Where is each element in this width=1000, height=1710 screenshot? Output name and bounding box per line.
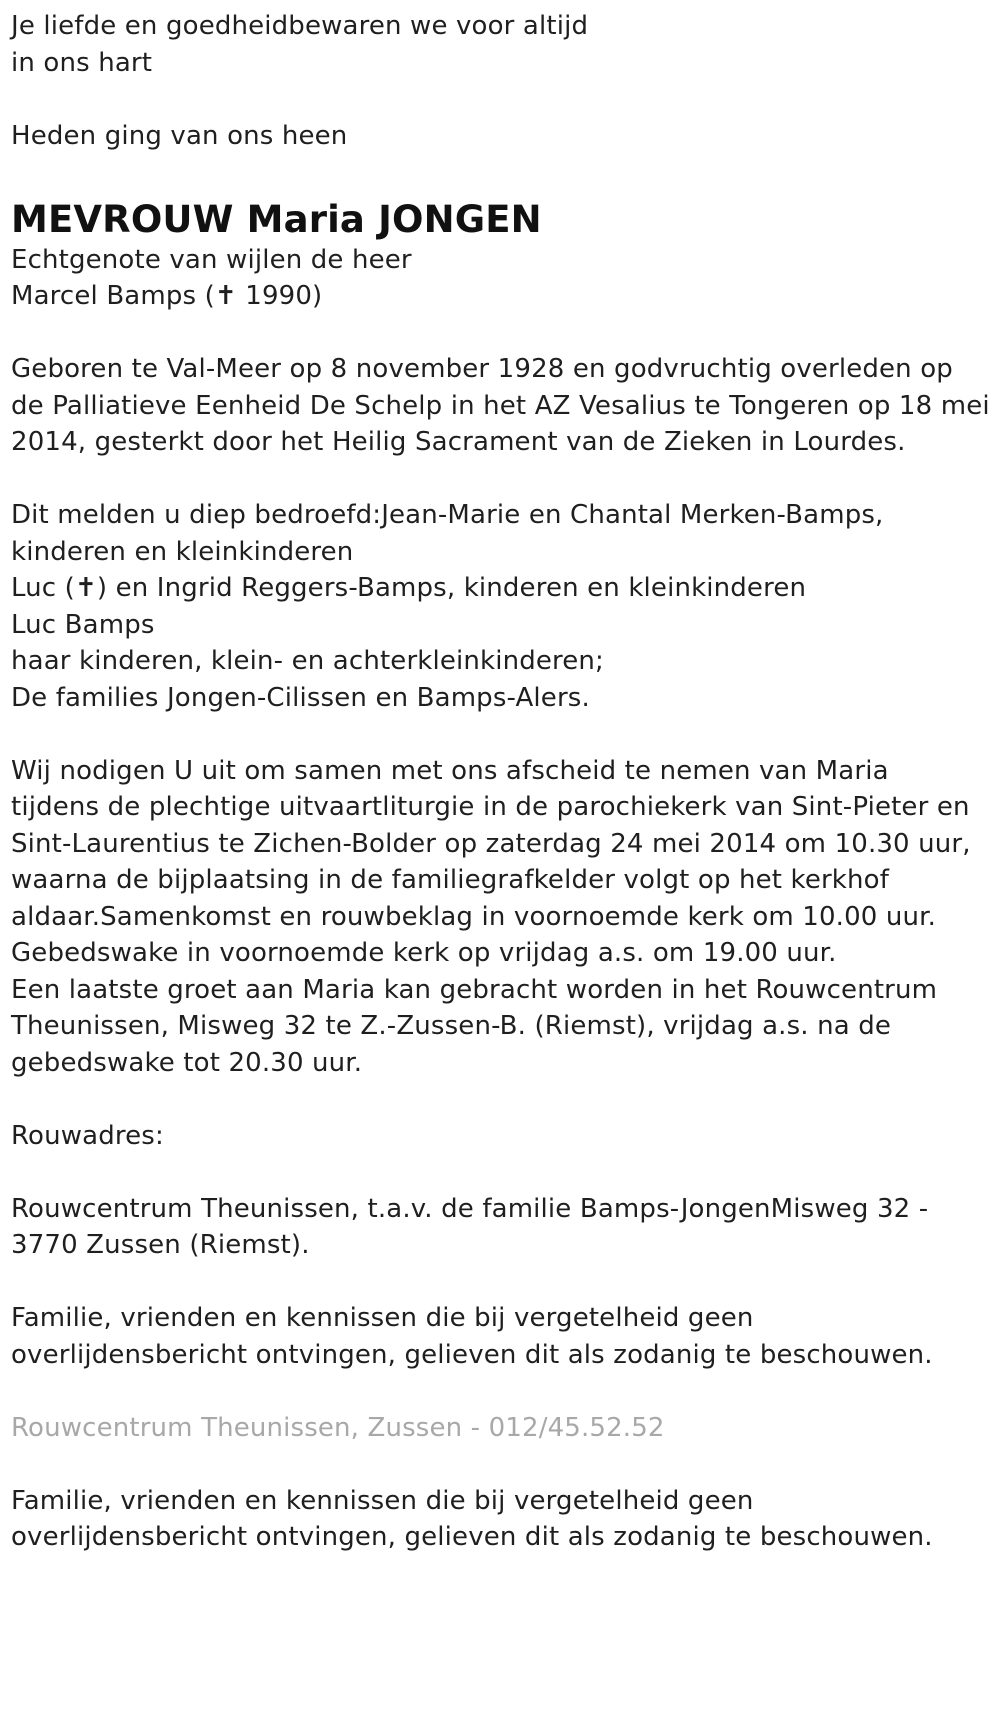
notice-line: Familie, vrienden en kennissen die bij vergetelheid geen: [11, 1303, 754, 1333]
paragraph-line: 2014, gesterkt door het Heilig Sacrament van de Zieken in Lourdes.: [11, 427, 906, 457]
spacer: [11, 1264, 991, 1301]
notice-paragraph: [11, 1300, 991, 1373]
mourners-line: haar kinderen, klein- en achterkleinkinderen;: [11, 646, 604, 676]
funeral-home-credit: Rouwcentrum Theunissen, Zussen - 012/45.52.52: [11, 1412, 665, 1443]
notice-line: overlijdensbericht ontvingen, gelieven dit als zodanig te beschouwen.: [11, 1522, 933, 1552]
spouse-line: Echtgenote van wijlen de heer: [11, 244, 412, 275]
obituary-document: [11, 8, 991, 1556]
notice-line: overlijdensbericht ontvingen, gelieven dit als zodanig te beschouwen.: [11, 1339, 933, 1370]
spacer: [11, 1154, 991, 1191]
spacer: [11, 315, 991, 352]
notice-paragraph-repeat: [11, 1483, 991, 1556]
spouse-line: Marcel Bamps (✝ 1990): [11, 281, 323, 311]
mourners-line: Luc Bamps: [11, 609, 155, 640]
ceremony-line: waarna de bijplaatsing in de familiegrafkelder volgt op het kerkhof: [11, 865, 890, 895]
address-line: 3770 Zussen (Riemst).: [11, 1230, 310, 1260]
address-label: Rouwadres:: [11, 1120, 164, 1151]
spacer: [11, 716, 991, 753]
ceremony-line: Theunissen, Misweg 32 te Z.-Zussen-B. (Riemst), vrijdag a.s. na de: [11, 1011, 892, 1041]
birth-death-paragraph: [11, 351, 991, 461]
ceremony-line: aldaar.Samenkomst en rouwbeklag in voornoemde kerk om 10.00 uur.: [11, 901, 937, 932]
intro-quote: [11, 8, 991, 81]
mourners-line: De families Jongen-Cilissen en Bamps-Alers.: [11, 682, 590, 713]
ceremony-line: Sint-Laurentius te Zichen-Bolder op zaterdag 24 mei 2014 om 10.30 uur,: [11, 828, 971, 859]
spacer: [11, 154, 991, 191]
spacer: [11, 1373, 991, 1410]
address-line: Rouwcentrum Theunissen, t.a.v. de familie Bamps-JongenMisweg 32 -: [11, 1193, 929, 1224]
ceremony-line: Gebedswake in voornoemde kerk op vrijdag a.s. om 19.00 uur.: [11, 938, 837, 968]
ceremony-line: tijdens de plechtige uitvaartliturgie in de parochiekerk van Sint-Pieter en: [11, 792, 970, 822]
intro-line: in ons hart: [11, 47, 153, 78]
spacer: [11, 1446, 991, 1483]
address-block: [11, 1191, 991, 1264]
paragraph-line: de Palliatieve Eenheid De Schelp in het AZ Vesalius te Tongeren op 18 mei: [11, 390, 990, 421]
spacer: [11, 1081, 991, 1118]
mourners-paragraph: [11, 497, 991, 716]
spacer: [11, 461, 991, 498]
intro-line: Je liefde en goedheidbewaren we voor altijd: [11, 11, 589, 41]
paragraph-line: Geboren te Val-Meer op 8 november 1928 en godvruchtig overleden op: [11, 354, 953, 384]
ceremony-line: gebedswake tot 20.30 uur.: [11, 1047, 363, 1078]
mourners-line: Dit melden u diep bedroefd:Jean-Marie en Chantal Merken-Bamps,: [11, 500, 884, 530]
ceremony-line: Een laatste groet aan Maria kan gebracht worden in het Rouwcentrum: [11, 974, 938, 1005]
mourners-line: Luc (✝) en Ingrid Reggers-Bamps, kinderen en kleinkinderen: [11, 573, 807, 603]
ceremony-paragraph: [11, 753, 991, 1082]
deceased-name: MEVROUW Maria JONGEN: [11, 197, 542, 241]
mourners-line: kinderen en kleinkinderen: [11, 536, 354, 567]
notice-line: Familie, vrienden en kennissen die bij vergetelheid geen: [11, 1485, 754, 1516]
spacer: [11, 81, 991, 118]
ceremony-line: Wij nodigen U uit om samen met ons afscheid te nemen van Maria: [11, 755, 889, 786]
announcement: Heden ging van ons heen: [11, 120, 348, 151]
